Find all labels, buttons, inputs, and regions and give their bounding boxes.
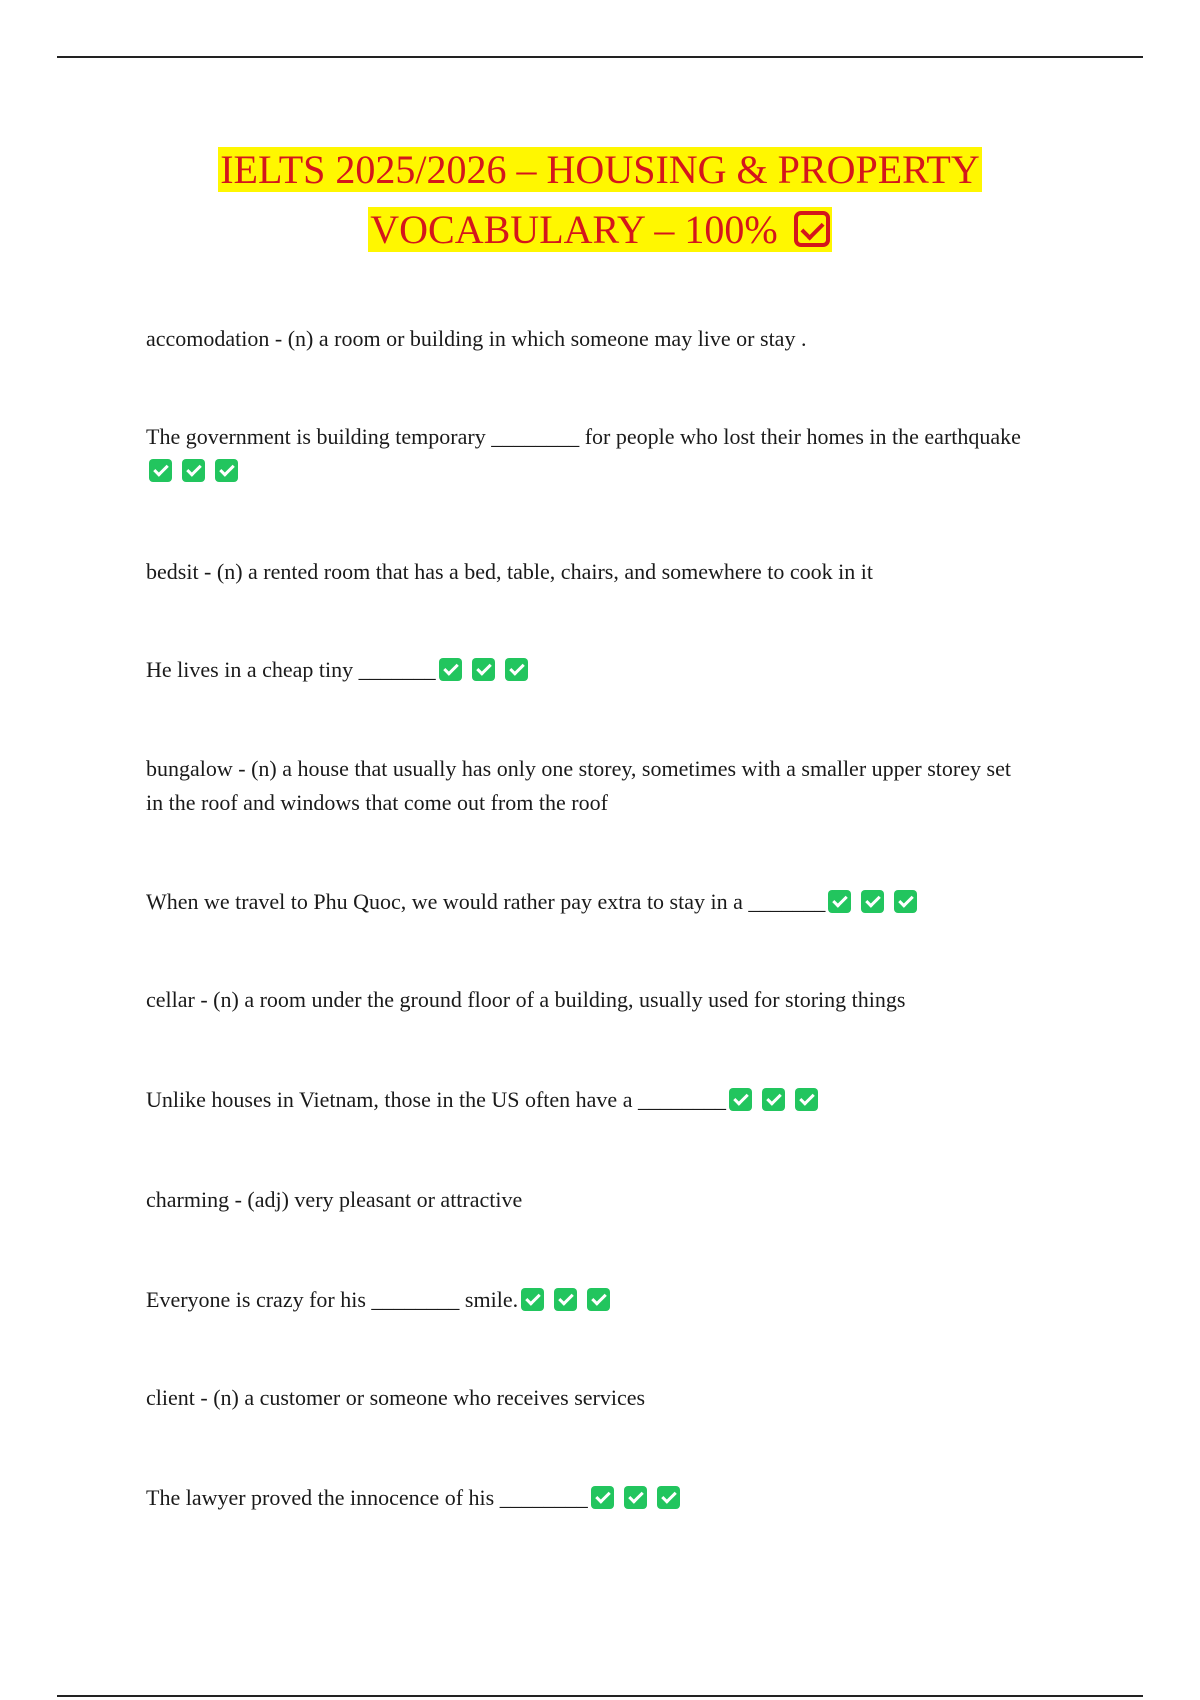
check-mark-icon (149, 459, 172, 482)
entry-text: Everyone is crazy for his ________ smile. (146, 1287, 519, 1312)
title-line-2: VOCABULARY – 100% (370, 207, 778, 252)
bottom-divider (57, 1695, 1143, 1697)
title-line-2-highlight (368, 207, 831, 252)
definition-charming (146, 1183, 1026, 1217)
definition-client (146, 1381, 1026, 1415)
check-mark-icon (505, 658, 528, 681)
entry-text: When we travel to Phu Quoc, we would rather pay extra to stay in a _______ (146, 889, 826, 914)
check-mark-icon (554, 1288, 577, 1311)
check-mark-icon (591, 1486, 614, 1509)
check-mark-icon (657, 1486, 680, 1509)
entry-text: The lawyer proved the innocence of his ________ (146, 1485, 588, 1510)
entry-text: bungalow - (n) a house that usually has only one storey, sometimes with a smaller upper storey set in the roof and windows that come out from the roof (146, 756, 1011, 815)
check-mark-icon (894, 890, 917, 913)
check-mark-icon (861, 890, 884, 913)
title-line-1: IELTS 2025/2026 – HOUSING & PROPERTY (220, 147, 980, 192)
question-cellar (146, 1083, 1026, 1117)
question-charming (146, 1283, 1026, 1317)
question-accomodation (146, 420, 1026, 488)
entry-text: cellar - (n) a room under the ground floor of a building, usually used for storing things (146, 987, 906, 1012)
question-bungalow (146, 885, 1026, 919)
check-mark-icon (587, 1288, 610, 1311)
check-mark-icon (828, 890, 851, 913)
checkbox-icon (794, 211, 830, 247)
definition-cellar (146, 983, 1026, 1017)
question-bedsit (146, 653, 1026, 687)
entry-text: client - (n) a customer or someone who receives services (146, 1385, 646, 1410)
definition-bungalow (146, 752, 1026, 820)
entry-text: accomodation - (n) a room or building in which someone may live or stay . (146, 326, 807, 351)
check-mark-icon (729, 1088, 752, 1111)
entry-text: Unlike houses in Vietnam, those in the US often have a ________ (146, 1087, 726, 1112)
check-mark-icon (762, 1088, 785, 1111)
entry-text: The government is building temporary ________ for people who lost their homes in the earthquake (146, 424, 1021, 449)
definition-bedsit (146, 555, 1026, 589)
question-client (146, 1481, 1026, 1515)
check-mark-icon (472, 658, 495, 681)
check-mark-icon (624, 1486, 647, 1509)
top-divider (57, 56, 1143, 58)
check-mark-icon (182, 459, 205, 482)
check-mark-icon (795, 1088, 818, 1111)
check-mark-icon (215, 459, 238, 482)
definition-accomodation (146, 322, 1026, 356)
check-mark-icon (521, 1288, 544, 1311)
entry-text: bedsit - (n) a rented room that has a bed, table, chairs, and somewhere to cook in it (146, 559, 873, 584)
entry-text: charming - (adj) very pleasant or attractive (146, 1187, 523, 1212)
check-mark-icon (439, 658, 462, 681)
entry-text: He lives in a cheap tiny _______ (146, 657, 436, 682)
page-title (0, 140, 1200, 260)
